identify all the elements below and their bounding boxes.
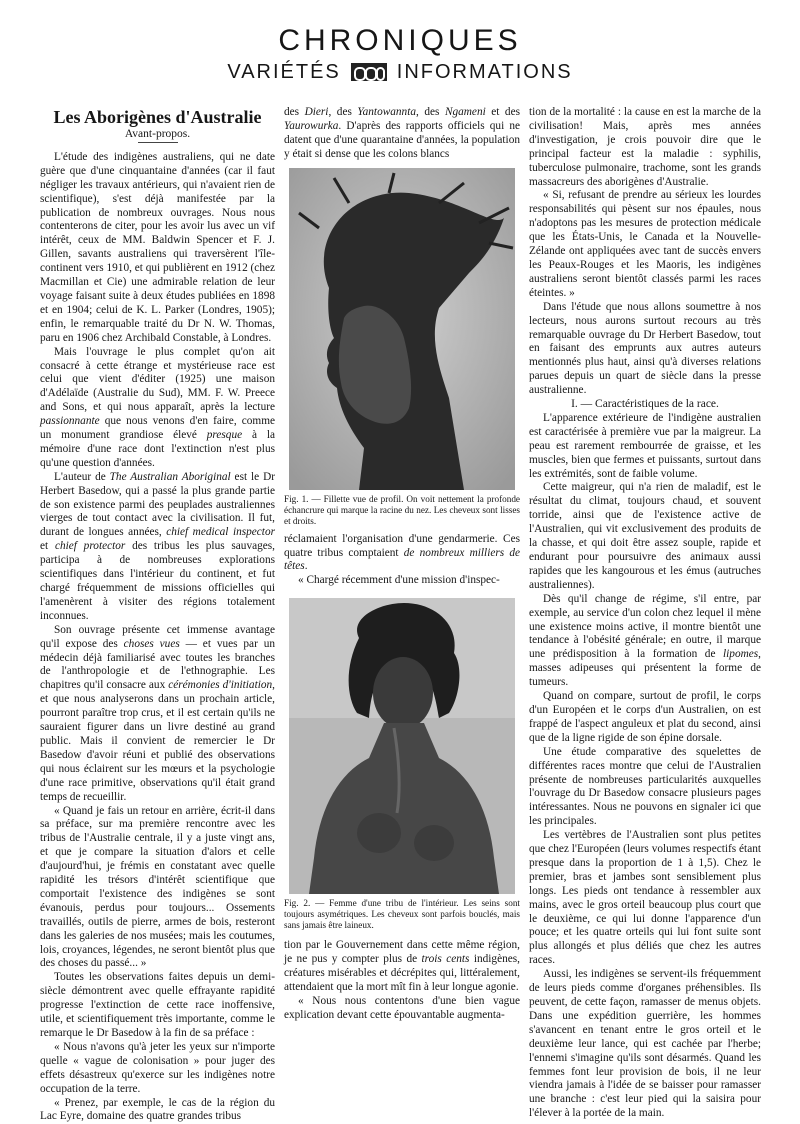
paragraph: L'auteur de The Australian Aboriginal est le Dr Herbert Basedow, qui a passé la plus grande partie de son existence parmi des peuplades australiennes vierges de tout contact avec la civilisation. Il fut, durant de longues années, chief medical inspector et chief protector des tribus les plus sauvages, participa à de nombreuses explorations scientifiques dans l'intérieur du continent, et fut chargé fréquemment de missions officielles qui l'amenèrent à visiter des régions totalement inconnues. <box>40 470 275 622</box>
masthead-left-label: VARIÉTÉS <box>227 61 341 83</box>
figure-2 <box>284 598 520 931</box>
paragraph: tion par le Gouvernement dans cette même région, je ne pus y compter plus de trois cents indigènes, créatures misérables et décrépites qui, littéralement, attendaient que la mort mît fin à leur longue agonie. <box>284 939 520 993</box>
paragraph: « Nous n'avons qu'à jeter les yeux sur n'importe quelle « vague de colonisation » pour juger des effets désastreux qu'exerce sur les indigènes notre occupation de la terre. <box>40 1040 275 1095</box>
paragraph: Une étude comparative des squelettes de différentes races montre que celui de l'Australien présente de nombreuses particularités auxquelles l'ouvrage du Dr Basedow consacre plusieurs pages intéressantes. Nous ne pouvons en signaler ici que les principales. <box>529 745 761 828</box>
masthead-subtitle <box>0 60 800 84</box>
photo-woman <box>289 598 515 894</box>
paragraph: réclamaient l'organisation d'une gendarmerie. Ces quatre tribus comptaient de nombreux milliers de têtes. <box>284 532 521 573</box>
figure-1-caption: Fig. 1. — Fillette vue de profil. On voit nettement la profonde échancrure qui marque la racine du nez. Les cheveux sont lisses et droits. <box>284 493 520 526</box>
ornament-icon <box>351 63 387 81</box>
column-1 <box>40 106 275 1124</box>
column-2 <box>284 106 520 1023</box>
paragraph: « Quand je fais un retour en arrière, écrit-il dans sa préface, sur ma première rencontre avec les tribus de l'Australie centrale, il y a juste vingt ans, et que je compare la situation d'alors et celle d'aujourd'hui, je frémis en constatant avec quelle rapidité les trésors d'intérêt scientifique que comportait l'existence des indigènes se sont évanouis, perdus pour toujours... Ossements travaillés, outils de pierre, armes de bois, resteront dans les galeries de nos musées; mais les coutumes, lois, croyances, légendes, ne seront bientôt plus que des choses du passé... » <box>40 804 275 970</box>
paragraph: Aussi, les indigènes se servent-ils fréquemment de leurs pieds comme d'organes préhensibles. Ils peuvent, de cette façon, ramasser de menus objets. Dans une expédition guerrière, les hommes s'avancent en tenant entre le gros orteil et le deuxième leur lance, qui est cachée par l'herbe; l'ennemi s'imagine qu'ils sont désarmés. Quand les femmes font leur provision de bois, il ne leur viendra jamais à l'idée de se baisser pour ramasser une branche : c'est leur pied qui la saisira pour l'élever à la portée de la main. <box>529 968 761 1120</box>
paragraph: « Chargé récemment d'une mission d'inspec- <box>298 574 500 587</box>
photo-girl-profile <box>289 168 515 490</box>
section-heading: Avant-propos. <box>124 128 191 140</box>
paragraph: Cette maigreur, qui n'a rien de maladif, est le résultat du climat, toujours chaud, et souvent torride, ainsi que de l'existence active de l'Australien, qui vit exclusivement des produits de la chasse, et qui doit être assez souple, rapide et endurant pour poursuivre des animaux aussi rapides que les kangourous et les émus (autruches australiennes). <box>529 481 761 591</box>
figure-1 <box>284 168 520 527</box>
paragraph: L'apparence extérieure de l'indigène australien est caractérisée à première vue par la maigreur. La peau est rarement rembourrée de graisse, et les muscles, bien que fermes et puissants, surtout dans les extrémités, sont de faible volume. <box>529 411 761 480</box>
paragraph: tion de la mortalité : la cause en est la marche de la civilisation! Mais, après mes années d'investigation, je crois pouvoir dire que le principal facteur est la maladie : syphilis, tuberculose pulmonaire, trachome, sont les grands massacreurs des aborigènes d'Australie. <box>529 106 761 188</box>
column-3 <box>529 106 761 1121</box>
masthead-title: CHRONIQUES <box>278 24 522 57</box>
masthead-right-label: INFORMATIONS <box>396 61 573 83</box>
paragraph: Quand on compare, surtout de profil, le corps d'un Européen et le corps d'un Australien, on est frappé de l'aspect anguleux et plat du second, ainsi que de la ligne rigide de son épine dorsale. <box>529 690 761 744</box>
paragraph: Dans l'étude que nous allons soumettre à nos lecteurs, nous aurons surtout recours au très remarquable ouvrage du Dr Herbert Basedow, tout en faisant des emprunts aux autres auteurs mentionnés plus haut, ainsi qu'à diverses relations parues depuis un quart de siècle dans la presse australienne. <box>529 300 761 397</box>
paragraph: « Prenez, par exemple, le cas de la région du Lac Eyre, domaine des quatre grandes tribus <box>40 1096 275 1123</box>
photo-woman-image <box>289 598 515 894</box>
paragraph: Mais l'ouvrage le plus complet qu'on ait consacré à cette étrange et mystérieuse race est celui que vient d'éditer (1925) une maison d'Adélaïde (Australie du Sud), MM. F. W. Preece and Sons, et qui nous apparaît, après la lecture passionnante que nous venons d'en faire, comme un monument grandiose élevé presque à la mémoire d'une race dont l'extinction n'est plus qu'une question d'années. <box>40 345 275 469</box>
chapter-heading: I. — Caractéristiques de la race. <box>571 398 719 411</box>
paragraph: « Si, refusant de prendre au sérieux les lourdes responsabilités qui pèsent sur nos épaules, nous n'adoptons pas les mesures de protection médicale que les États-Unis, le Canada et la Nouvelle-Zélande ont appliquées avec tant de succès envers les Peaux-Rouges et les Maoris, les indigènes australiens seront bientôt classés parmi les races éteintes. » <box>529 189 761 299</box>
section-rule <box>138 142 178 143</box>
figure-2-caption: Fig. 2. — Femme d'une tribu de l'intérieur. Les seins sont toujours asymétriques. Les cheveux sont parfois bouclés, mais sans jamais être laineux. <box>284 898 520 931</box>
paragraph: Toutes les observations faites depuis un demi-siècle démontrent avec quelle effrayante rapidité progresse l'extinction de cette race inoffensive, utile, et scientifiquement très importante, comme le remarque le Dr Basedow à la fin de sa préface : <box>40 971 275 1039</box>
paragraph: L'étude des indigènes australiens, qui ne date guère que d'une cinquantaine d'années (car il faut négliger les travaux antérieurs, qui n'avaient rien de scientifique), s'est déjà manifestée par la publication de nombreux ouvrages. Nous nous contenterons de citer, pour les avoir lus avec un vif intérêt, ceux de MM. Baldwin Spencer et F. J. Gillen, savants australiens qui traversèrent l'île-continent vers 1910, et qui publièrent en 1912 (chez Macmillan et Cie) une admirable relation de leur voyage faisant suite à deux études publiées en 1898 et en 1904; celui de K. L. Parker (Londres, 1905); enfin, le remarquable traité du Dr N. W. Thomas, paru en 1906 chez Archibald Constable, à Londres. <box>40 150 275 344</box>
paragraph: Les vertèbres de l'Australien sont plus petites que chez l'Européen (leurs volumes respectifs étant presque dans la proportion de 1 à 1,5). Chez le premier, bras et jambes sont sensiblement plus longs. Les pieds ont tendance à ressembler aux mains, avec le gros orteil beaucoup plus court que le deuxième, ce qui lui donne l'apparence d'un pouce; et les quatre orteils qui lui font suite sont plus allongés et plus déliés que chez les autres races. <box>529 829 761 967</box>
paragraph: Dès qu'il change de régime, s'il entre, par exemple, au service d'un colon chez lequel il mène une existence moins active, il montre bientôt une tendance à l'obésité générale; en outre, il marque une prédisposition à la formation de lipomes, masses adipeuses qui présentent la forme de tumeurs. <box>529 592 761 689</box>
article-title: Les Aborigènes d'Australie <box>53 107 262 127</box>
paragraph: Son ouvrage présente cet immense avantage qu'il expose des choses vues — et vues par un médecin déjà familiarisé avec toutes les branches de l'anthropologie et de l'ethnographie. Les chapitres qu'il consacre aux cérémonies d'initiation, et que nous analyserons dans un prochain article, pourront paraître trop crus, et il est certain qu'ils ne sauraient figurer dans un livre destiné au grand public. Mais il convient de remercier le Dr Basedow d'avoir réuni et publié des observations qui nous éclairent sur les mœurs et la psychologie d'une race primitive, observations qu'il était grand temps de recueillir. <box>40 623 276 803</box>
photo-girl-profile-image <box>289 168 515 490</box>
masthead <box>0 24 800 84</box>
paragraph: des Dieri, des Yantowannta, des Ngameni et des Yaurowurka. D'après des rapports officiels qui ne datent que d'une quarantaine d'années, la population y était si dense que les colons blancs <box>284 106 520 160</box>
paragraph: « Nous nous contentons d'une bien vague explication devant cette épouvantable augmenta- <box>284 994 520 1021</box>
